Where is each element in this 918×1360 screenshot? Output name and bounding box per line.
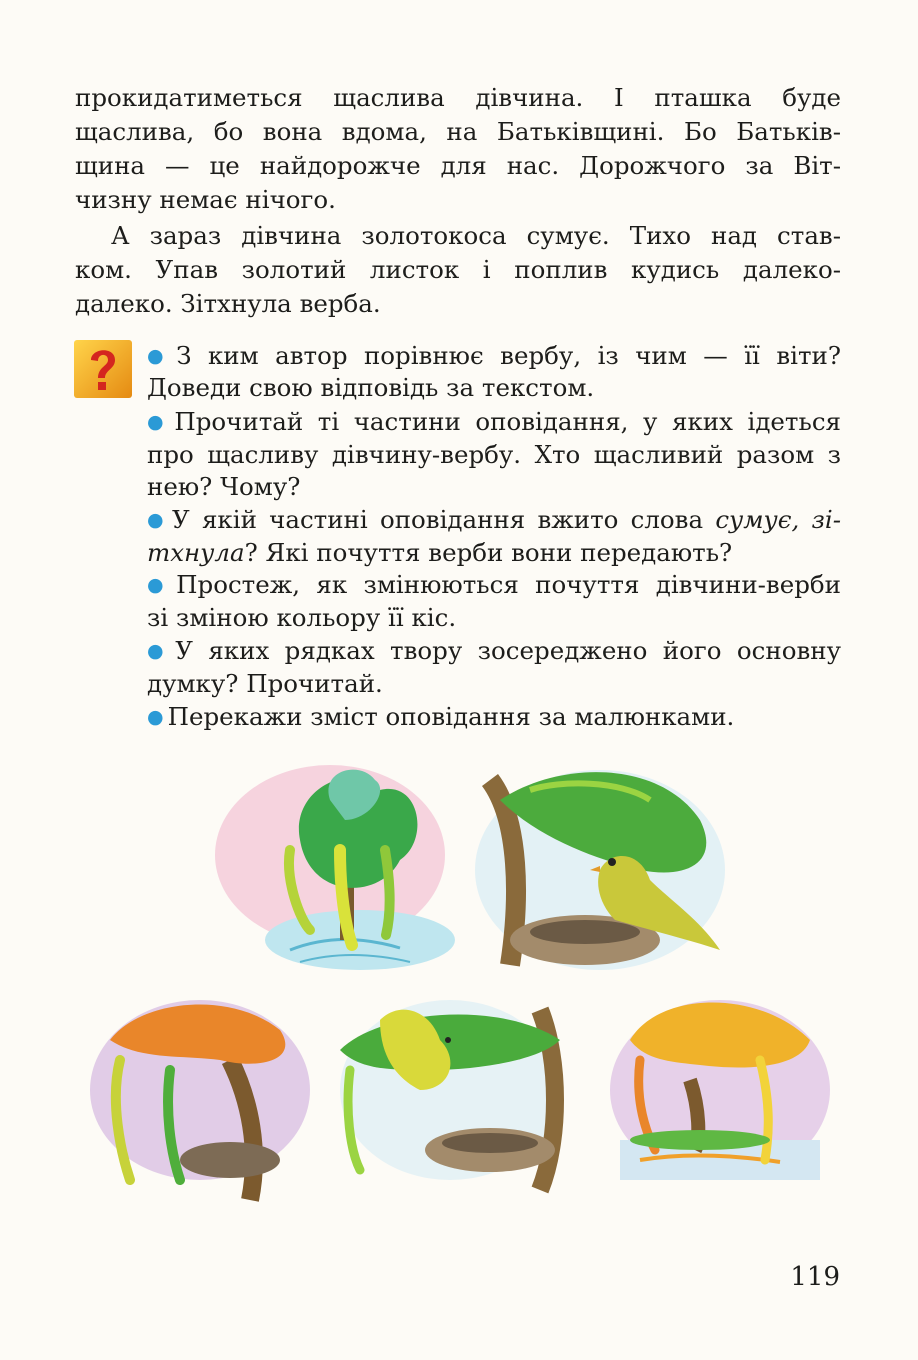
bullet-icon: ●	[147, 706, 164, 728]
illustration-willow-pond	[215, 765, 455, 970]
illustration-flying-bird	[340, 1000, 560, 1190]
italic-words: сумує, зі-	[715, 505, 841, 534]
bullet-icon: ●	[147, 345, 173, 367]
text-line: щаслива, бо вона вдома, на Батьківщині. Бо Батьків-	[75, 117, 841, 146]
text-line: думку? Прочитай.	[147, 668, 383, 698]
text-line: щина — це найдорожче для нас. Дорожчого за Віт-	[75, 151, 841, 180]
question-text: У якій частині оповідання вжито слова	[172, 505, 716, 534]
question-text: З ким автор порівнює вербу, із чим — її віти?	[176, 341, 841, 370]
illustration-bird-nest	[475, 770, 725, 970]
illustration-autumn-nest	[90, 1000, 310, 1200]
text-line: ком. Упав золотий листок і поплив кудись далеко-	[75, 255, 841, 284]
question-text: У яких рядках твору зосереджено його основну	[175, 636, 841, 665]
page-number: 119	[790, 1262, 840, 1292]
text-line: чизну немає нічого.	[75, 185, 336, 214]
question-text: Перекажи зміст оповідання за малюнками.	[167, 702, 735, 731]
question-text: ? Які почуття верби вони передають?	[244, 537, 733, 567]
illustration-golden-willow	[610, 1000, 830, 1180]
question-text: Простеж, як змінюються почуття дівчини-верби	[176, 570, 841, 599]
question-text: Прочитай ті частини оповідання, у яких ідеться	[174, 407, 841, 436]
text-line: нею? Чому?	[147, 472, 301, 501]
text-line: зі зміною кольору її кіс.	[147, 602, 457, 632]
bullet-icon: ●	[147, 574, 173, 596]
question-text: Доведи свою відповідь за текстом.	[147, 373, 595, 402]
bullet-icon: ●	[147, 411, 171, 433]
text-line: А зараз дівчина золотокоса сумує. Тихо над став-	[111, 221, 841, 250]
text-line: прокидатиметься щаслива дівчина. І пташка буде	[75, 83, 841, 112]
bullet-icon: ●	[147, 509, 169, 531]
bullet-icon: ●	[147, 640, 172, 662]
text-line: про щасливу дівчину-вербу. Хто щасливий разом з	[147, 439, 841, 469]
text-line: далеко. Зітхнула верба.	[75, 289, 381, 318]
italic-words: тхнула	[147, 537, 245, 567]
